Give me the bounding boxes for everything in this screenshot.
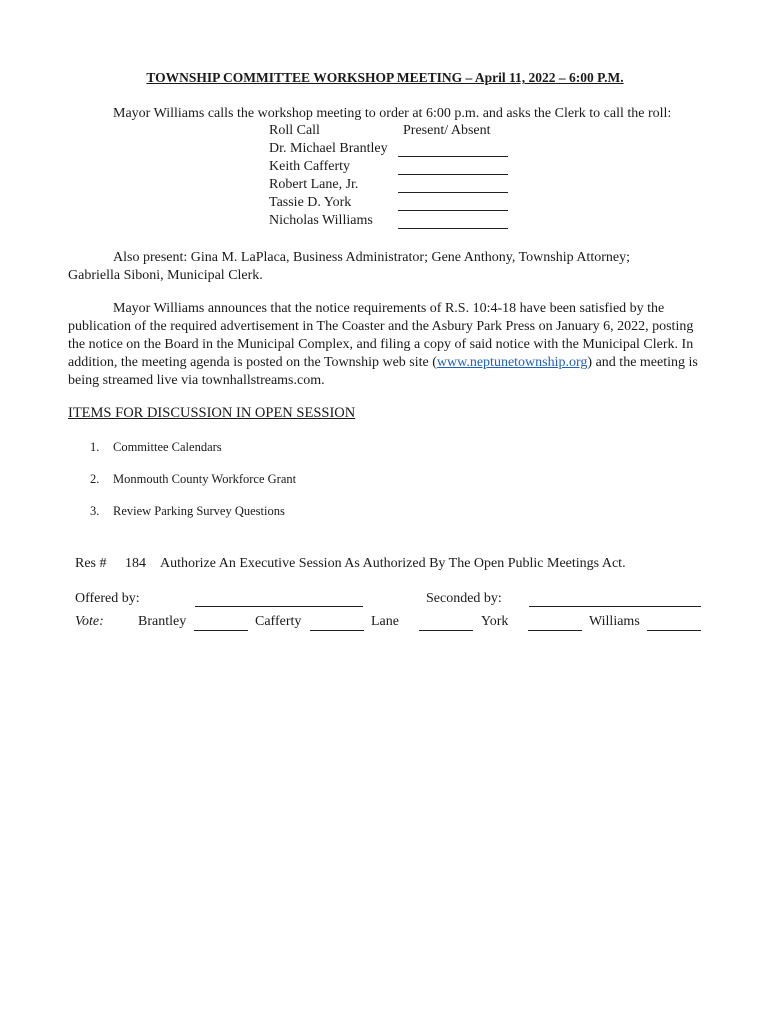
notice-paragraph <box>68 300 702 390</box>
document-title: TOWNSHIP COMMITTEE WORKSHOP MEETING – April 11, 2022 – 6:00 P.M. <box>146 70 624 85</box>
agenda-item: Committee Calendars <box>113 440 222 454</box>
notice-text: Mayor Williams announces that the notice requirements of R.S. 10:4-18 have been satisfied by the publication of the required advertisement in The Coaster and the Asbury Park Press on January 6, 2022, posting the notice on the Board in the Municipal Complex, and filing a copy of said notice with the Municipal Clerk. In addition, the meeting agenda is posted on the Township web site ( <box>68 301 694 370</box>
roll-member: Robert Lane, Jr. <box>269 177 359 192</box>
offered-by-label: Offered by: <box>75 591 140 606</box>
resolution-text: Authorize An Executive Session As Authorized By The Open Public Meetings Act. <box>160 556 626 571</box>
vote-blank <box>647 630 701 631</box>
agenda-item: Review Parking Survey Questions <box>113 504 285 518</box>
seconded-by-label: Seconded by: <box>426 591 502 606</box>
attendance-blank <box>398 210 508 211</box>
roll-member: Nicholas Williams <box>269 213 373 228</box>
voter-name: Lane <box>371 614 399 629</box>
attendance-blank <box>398 192 508 193</box>
attendance-blank <box>398 228 508 229</box>
voter-name: Brantley <box>138 614 187 629</box>
agenda-item-number: 2. <box>90 472 100 486</box>
roll-member: Keith Cafferty <box>269 159 350 174</box>
attendance-blank <box>398 174 508 175</box>
agenda-item-number: 1. <box>90 440 100 454</box>
vote-blank <box>419 630 473 631</box>
present-absent-header: Present/ Absent <box>403 123 491 138</box>
agenda-item-number: 3. <box>90 504 100 518</box>
attendance-blank <box>398 156 508 157</box>
offered-by-blank <box>195 606 363 607</box>
roll-member: Tassie D. York <box>269 195 352 210</box>
resolution-prefix: Res # <box>75 556 107 571</box>
vote-blank <box>194 630 248 631</box>
also-present-paragraph: Also present: Gina M. LaPlaca, Business Administrator; Gene Anthony, Township Attorney; Gabriella Siboni, Municipal Clerk. <box>68 250 630 283</box>
vote-label: Vote: <box>75 614 104 629</box>
seconded-by-blank <box>529 606 701 607</box>
township-website-link[interactable]: www.neptunetownship.org <box>436 355 588 370</box>
roll-call-header: Roll Call <box>269 123 320 138</box>
notice-text-end: ) and the meeting is being streamed live via townhallstreams.com. <box>68 355 698 388</box>
vote-blank <box>528 630 582 631</box>
resolution-number: 184 <box>125 556 146 571</box>
agenda-item: Monmouth County Workforce Grant <box>113 472 297 486</box>
voter-name: York <box>481 614 509 629</box>
roll-member: Dr. Michael Brantley <box>269 141 388 156</box>
intro-paragraph: Mayor Williams calls the workshop meeting to order at 6:00 p.m. and asks the Clerk to call the roll: <box>113 106 672 121</box>
voter-name: Williams <box>589 614 640 629</box>
section-heading: ITEMS FOR DISCUSSION IN OPEN SESSION <box>68 405 356 421</box>
voter-name: Cafferty <box>255 614 302 629</box>
vote-blank <box>310 630 364 631</box>
